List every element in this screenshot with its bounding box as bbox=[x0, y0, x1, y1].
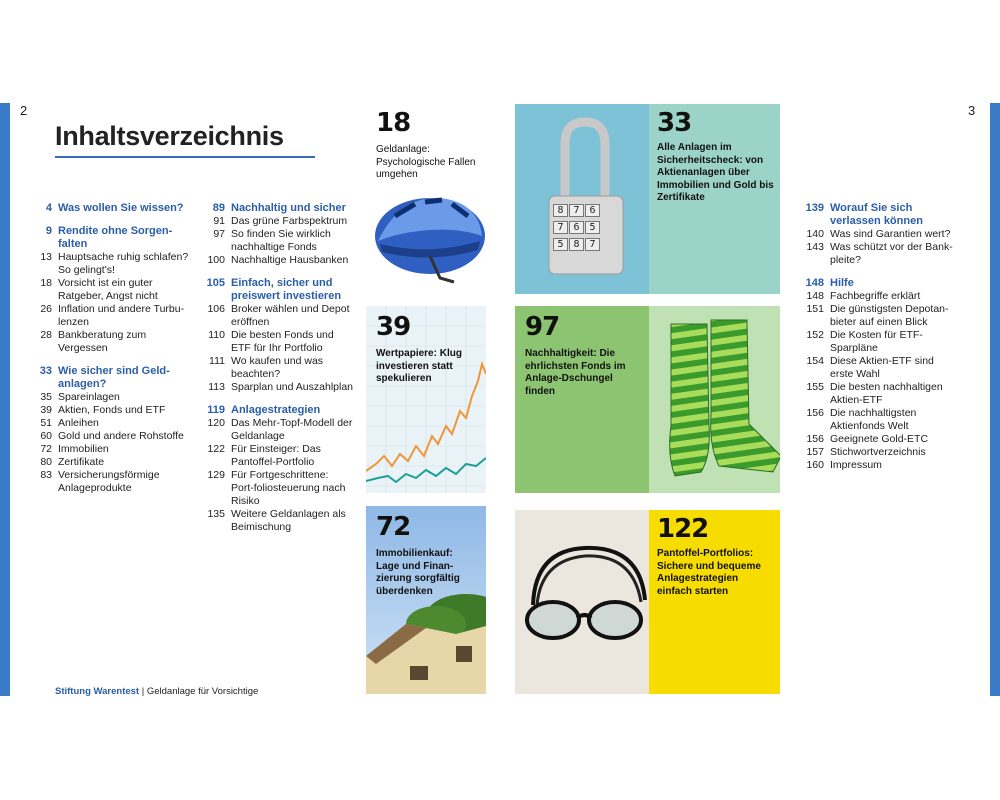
toc-entry-title: Für Fortgeschrittene: Port-foliosteuerung nach Risiko bbox=[231, 469, 346, 507]
toc-entry-title: Gold und andere Rohstoffe bbox=[58, 430, 184, 442]
toc-page-number: 120 bbox=[207, 417, 225, 429]
toc-entry[interactable] bbox=[800, 446, 960, 459]
toc-page-number: 113 bbox=[208, 381, 225, 393]
left-edge-bar bbox=[0, 103, 10, 696]
toc-entry[interactable] bbox=[800, 228, 960, 241]
page-number-left: 2 bbox=[20, 103, 28, 118]
toc-entry[interactable] bbox=[30, 303, 190, 329]
combination-lock-image bbox=[515, 104, 649, 294]
tile-33[interactable] bbox=[649, 104, 780, 294]
toc-page-number: 51 bbox=[40, 417, 52, 429]
footer-separator: | bbox=[141, 686, 145, 697]
toc-entry-title: Broker wählen und Depot eröffnen bbox=[231, 303, 350, 328]
toc-page-number: 160 bbox=[806, 459, 824, 471]
right-edge-bar bbox=[990, 103, 1000, 696]
toc-entry-title: Die besten Fonds und ETF für Ihr Portfolio bbox=[231, 329, 334, 354]
tile-72[interactable] bbox=[366, 506, 486, 694]
toc-entry[interactable] bbox=[199, 303, 354, 329]
tile-page-number: 33 bbox=[657, 108, 692, 138]
toc-page-number: 18 bbox=[40, 277, 52, 289]
lock-dial-digit: 7 bbox=[585, 238, 600, 251]
toc-entry-title: Was wollen Sie wissen? bbox=[58, 202, 184, 214]
toc-entry[interactable] bbox=[199, 355, 354, 381]
toc-entry[interactable] bbox=[30, 391, 190, 404]
toc-entry[interactable] bbox=[30, 443, 190, 456]
toc-entry-title: Fachbegriffe erklärt bbox=[830, 290, 921, 302]
tile-label: Alle Anlagen im Sicherheitscheck: von Aktienanlagen über Immobilien und Gold bis Zertifikate bbox=[657, 142, 774, 203]
toc-page-number: 148 bbox=[806, 290, 824, 302]
toc-entry[interactable] bbox=[199, 329, 354, 355]
tile-33-image[interactable] bbox=[515, 104, 649, 294]
toc-page-number: 135 bbox=[207, 508, 225, 520]
toc-entry[interactable] bbox=[30, 430, 190, 443]
toc-entry-title: Was schützt vor der Bank-pleite? bbox=[830, 241, 953, 266]
toc-entry-title: Für Einsteiger: Das Pantoffel-Portfolio bbox=[231, 443, 321, 468]
toc-page-number: 26 bbox=[40, 303, 52, 315]
toc-entry-title: Sparplan und Auszahlplan bbox=[231, 381, 354, 393]
bicycle-helmet-image bbox=[370, 186, 486, 286]
tile-18[interactable] bbox=[366, 104, 486, 294]
toc-chapter[interactable] bbox=[30, 202, 190, 215]
toc-entry[interactable] bbox=[800, 241, 960, 267]
toc-entry[interactable] bbox=[30, 469, 190, 495]
toc-entry-title: Nachhaltig und sicher bbox=[231, 202, 346, 214]
toc-entry[interactable] bbox=[30, 404, 190, 417]
toc-entry[interactable] bbox=[199, 215, 354, 228]
tile-97-image[interactable] bbox=[649, 306, 780, 493]
tile-97[interactable] bbox=[515, 306, 649, 493]
toc-entry-title: Das Mehr-Topf-Modell der Geldanlage bbox=[231, 417, 353, 442]
toc-entry-title: So finden Sie wirklich nachhaltige Fonds bbox=[231, 228, 331, 253]
toc-chapter[interactable] bbox=[199, 277, 354, 303]
toc-entry[interactable] bbox=[30, 329, 190, 355]
toc-entry-title: Einfach, sicher und preiswert investieren bbox=[231, 277, 342, 302]
toc-page-number: 148 bbox=[805, 277, 824, 289]
toc-page-number: 89 bbox=[212, 202, 225, 214]
toc-entry-title: Bankberatung zum Vergessen bbox=[58, 329, 147, 354]
title-underline bbox=[55, 156, 315, 158]
toc-entry-title: Rendite ohne Sorgen-falten bbox=[58, 225, 173, 250]
toc-page-number: 139 bbox=[805, 202, 824, 214]
toc-entry[interactable] bbox=[199, 228, 354, 254]
toc-page-number: 140 bbox=[806, 228, 824, 240]
lock-dial-digit: 6 bbox=[569, 221, 584, 234]
footer-book-title: Geldanlage für Vorsichtige bbox=[146, 686, 259, 697]
toc-page-number: 110 bbox=[208, 329, 225, 341]
toc-chapter[interactable] bbox=[30, 365, 190, 391]
toc-page-number: 143 bbox=[806, 241, 824, 253]
tile-label: Pantoffel-Portfolios: Sichere und bequeme Anlagestrategien einfach starten bbox=[657, 548, 761, 597]
toc-entry[interactable] bbox=[199, 443, 354, 469]
toc-chapter[interactable] bbox=[199, 202, 354, 215]
toc-column-1 bbox=[30, 202, 190, 495]
toc-entry[interactable] bbox=[199, 469, 354, 508]
toc-entry-title: Zertifikate bbox=[58, 456, 105, 468]
rubber-boots-image bbox=[649, 306, 780, 493]
toc-page-number: 60 bbox=[40, 430, 52, 442]
toc-entry-title: Anleihen bbox=[58, 417, 99, 429]
toc-page-number: 122 bbox=[207, 443, 225, 455]
tile-label: Nachhaltigkeit: Die ehrlichsten Fonds im Anlage-Dschungel finden bbox=[525, 348, 626, 397]
toc-entry-title: Die besten nachhaltigen Aktien-ETF bbox=[830, 381, 943, 406]
toc-page-number: 33 bbox=[39, 365, 52, 377]
toc-entry[interactable] bbox=[199, 508, 354, 534]
toc-entry[interactable] bbox=[199, 381, 354, 394]
toc-entry[interactable] bbox=[800, 407, 960, 433]
toc-entry-title: Impressum bbox=[830, 459, 882, 471]
tile-label: Geldanlage: Psychologische Fallen umgehen bbox=[376, 144, 476, 180]
toc-entry-title: Hilfe bbox=[830, 277, 854, 289]
toc-entry[interactable] bbox=[800, 290, 960, 303]
toc-entry[interactable] bbox=[30, 277, 190, 303]
toc-entry-title: Worauf Sie sich verlassen können bbox=[830, 202, 923, 227]
lock-dials bbox=[553, 204, 601, 251]
toc-page-number: 156 bbox=[806, 433, 824, 445]
lock-dial-digit: 8 bbox=[553, 204, 568, 217]
toc-entry[interactable] bbox=[30, 456, 190, 469]
toc-entry-title: Wo kaufen und was beachten? bbox=[231, 355, 324, 380]
toc-page-number: 152 bbox=[806, 329, 824, 341]
toc-entry-title: Spareinlagen bbox=[58, 391, 120, 403]
toc-page-number: 4 bbox=[45, 202, 52, 214]
toc-column-2 bbox=[199, 202, 354, 534]
toc-entry-title: Wie sicher sind Geld-anlagen? bbox=[58, 365, 170, 390]
toc-entry-title: Die Kosten für ETF-Sparpläne bbox=[830, 329, 923, 354]
toc-entry-title: Die günstigsten Depotan-bieter auf einen Blick bbox=[830, 303, 949, 328]
toc-entry[interactable] bbox=[30, 251, 190, 277]
toc-column-3 bbox=[800, 202, 960, 472]
toc-entry-title: Hauptsache ruhig schlafen? So gelingt's! bbox=[58, 251, 189, 276]
toc-chapter[interactable] bbox=[30, 225, 190, 251]
tile-label: Immobilienkauf: Lage und Finan-zierung sorgfältig überdenken bbox=[376, 548, 460, 597]
toc-entry[interactable] bbox=[800, 329, 960, 355]
toc-entry[interactable] bbox=[199, 417, 354, 443]
footer bbox=[55, 686, 258, 697]
tile-page-number: 72 bbox=[376, 512, 411, 542]
toc-page-number: 155 bbox=[806, 381, 824, 393]
toc-entry-title: Die nachhaltigsten Aktienfonds Welt bbox=[830, 407, 917, 432]
page-title: Inhaltsverzeichnis bbox=[55, 121, 284, 151]
tile-label: Wertpapiere: Klug investieren statt spekulieren bbox=[376, 348, 462, 384]
lock-dial-digit: 6 bbox=[585, 204, 600, 217]
toc-entry-title: Vorsicht ist ein guter Ratgeber, Angst nicht bbox=[58, 277, 158, 302]
toc-entry[interactable] bbox=[199, 254, 354, 267]
toc-page-number: 72 bbox=[40, 443, 52, 455]
footer-brand: Stiftung Warentest bbox=[55, 686, 140, 697]
lock-dial-digit: 7 bbox=[569, 204, 584, 217]
lock-dial-digit: 5 bbox=[553, 238, 568, 251]
lock-dial-digit: 8 bbox=[569, 238, 584, 251]
toc-entry[interactable] bbox=[800, 433, 960, 446]
toc-page-number: 39 bbox=[40, 404, 52, 416]
tile-39[interactable] bbox=[366, 306, 486, 493]
toc-page-number: 97 bbox=[213, 228, 225, 240]
toc-page-number: 154 bbox=[806, 355, 824, 367]
toc-entry-title: Immobilien bbox=[58, 443, 109, 455]
toc-entry-title: Aktien, Fonds und ETF bbox=[58, 404, 166, 416]
toc-entry-title: Was sind Garantien wert? bbox=[830, 228, 951, 240]
toc-entry-title: Versicherungsförmige Anlageprodukte bbox=[58, 469, 160, 494]
toc-entry-title: Anlagestrategien bbox=[231, 404, 321, 416]
toc-page-number: 28 bbox=[40, 329, 52, 341]
toc-entry[interactable] bbox=[800, 381, 960, 407]
tile-page-number: 18 bbox=[376, 108, 411, 138]
swim-goggles-image bbox=[515, 510, 649, 694]
toc-page-number: 105 bbox=[206, 277, 225, 289]
tile-page-number: 39 bbox=[376, 312, 411, 342]
page-number-right: 3 bbox=[968, 103, 976, 118]
toc-entry-title: Stichwortverzeichnis bbox=[830, 446, 926, 458]
tile-page-number: 97 bbox=[525, 312, 560, 342]
toc-page-number: 156 bbox=[806, 407, 824, 419]
toc-entry-title: Inflation und andere Turbu-lenzen bbox=[58, 303, 185, 328]
tile-122-image[interactable] bbox=[515, 510, 649, 694]
toc-entry[interactable] bbox=[30, 417, 190, 430]
toc-page-number: 111 bbox=[209, 355, 225, 367]
toc-page-number: 13 bbox=[40, 251, 52, 263]
toc-entry[interactable] bbox=[800, 355, 960, 381]
toc-page-number: 100 bbox=[207, 254, 225, 266]
toc-page-number: 80 bbox=[40, 456, 52, 468]
toc-entry-title: Das grüne Farbspektrum bbox=[231, 215, 348, 227]
toc-entry-title: Diese Aktien-ETF sind erste Wahl bbox=[830, 355, 934, 380]
toc-entry[interactable] bbox=[800, 459, 960, 472]
tile-page-number: 122 bbox=[657, 514, 709, 544]
toc-page-number: 83 bbox=[40, 469, 52, 481]
toc-chapter[interactable] bbox=[800, 202, 960, 228]
toc-page-number: 106 bbox=[207, 303, 225, 315]
toc-page-number: 119 bbox=[207, 404, 225, 416]
toc-entry[interactable] bbox=[800, 303, 960, 329]
toc-page-number: 91 bbox=[213, 215, 225, 227]
toc-entry-title: Weitere Geldanlagen als Beimischung bbox=[231, 508, 346, 533]
toc-chapter[interactable] bbox=[199, 404, 354, 417]
toc-entry-title: Nachhaltige Hausbanken bbox=[231, 254, 349, 266]
toc-entry-title: Geeignete Gold-ETC bbox=[830, 433, 929, 445]
toc-page-number: 129 bbox=[207, 469, 225, 481]
lock-dial-digit: 5 bbox=[585, 221, 600, 234]
toc-page-number: 35 bbox=[40, 391, 52, 403]
lock-dial-digit: 7 bbox=[553, 221, 568, 234]
toc-chapter[interactable] bbox=[800, 277, 960, 290]
toc-page-number: 9 bbox=[45, 225, 52, 237]
toc-page-number: 157 bbox=[806, 446, 824, 458]
toc-page-number: 151 bbox=[806, 303, 824, 315]
tile-122[interactable] bbox=[649, 510, 780, 694]
